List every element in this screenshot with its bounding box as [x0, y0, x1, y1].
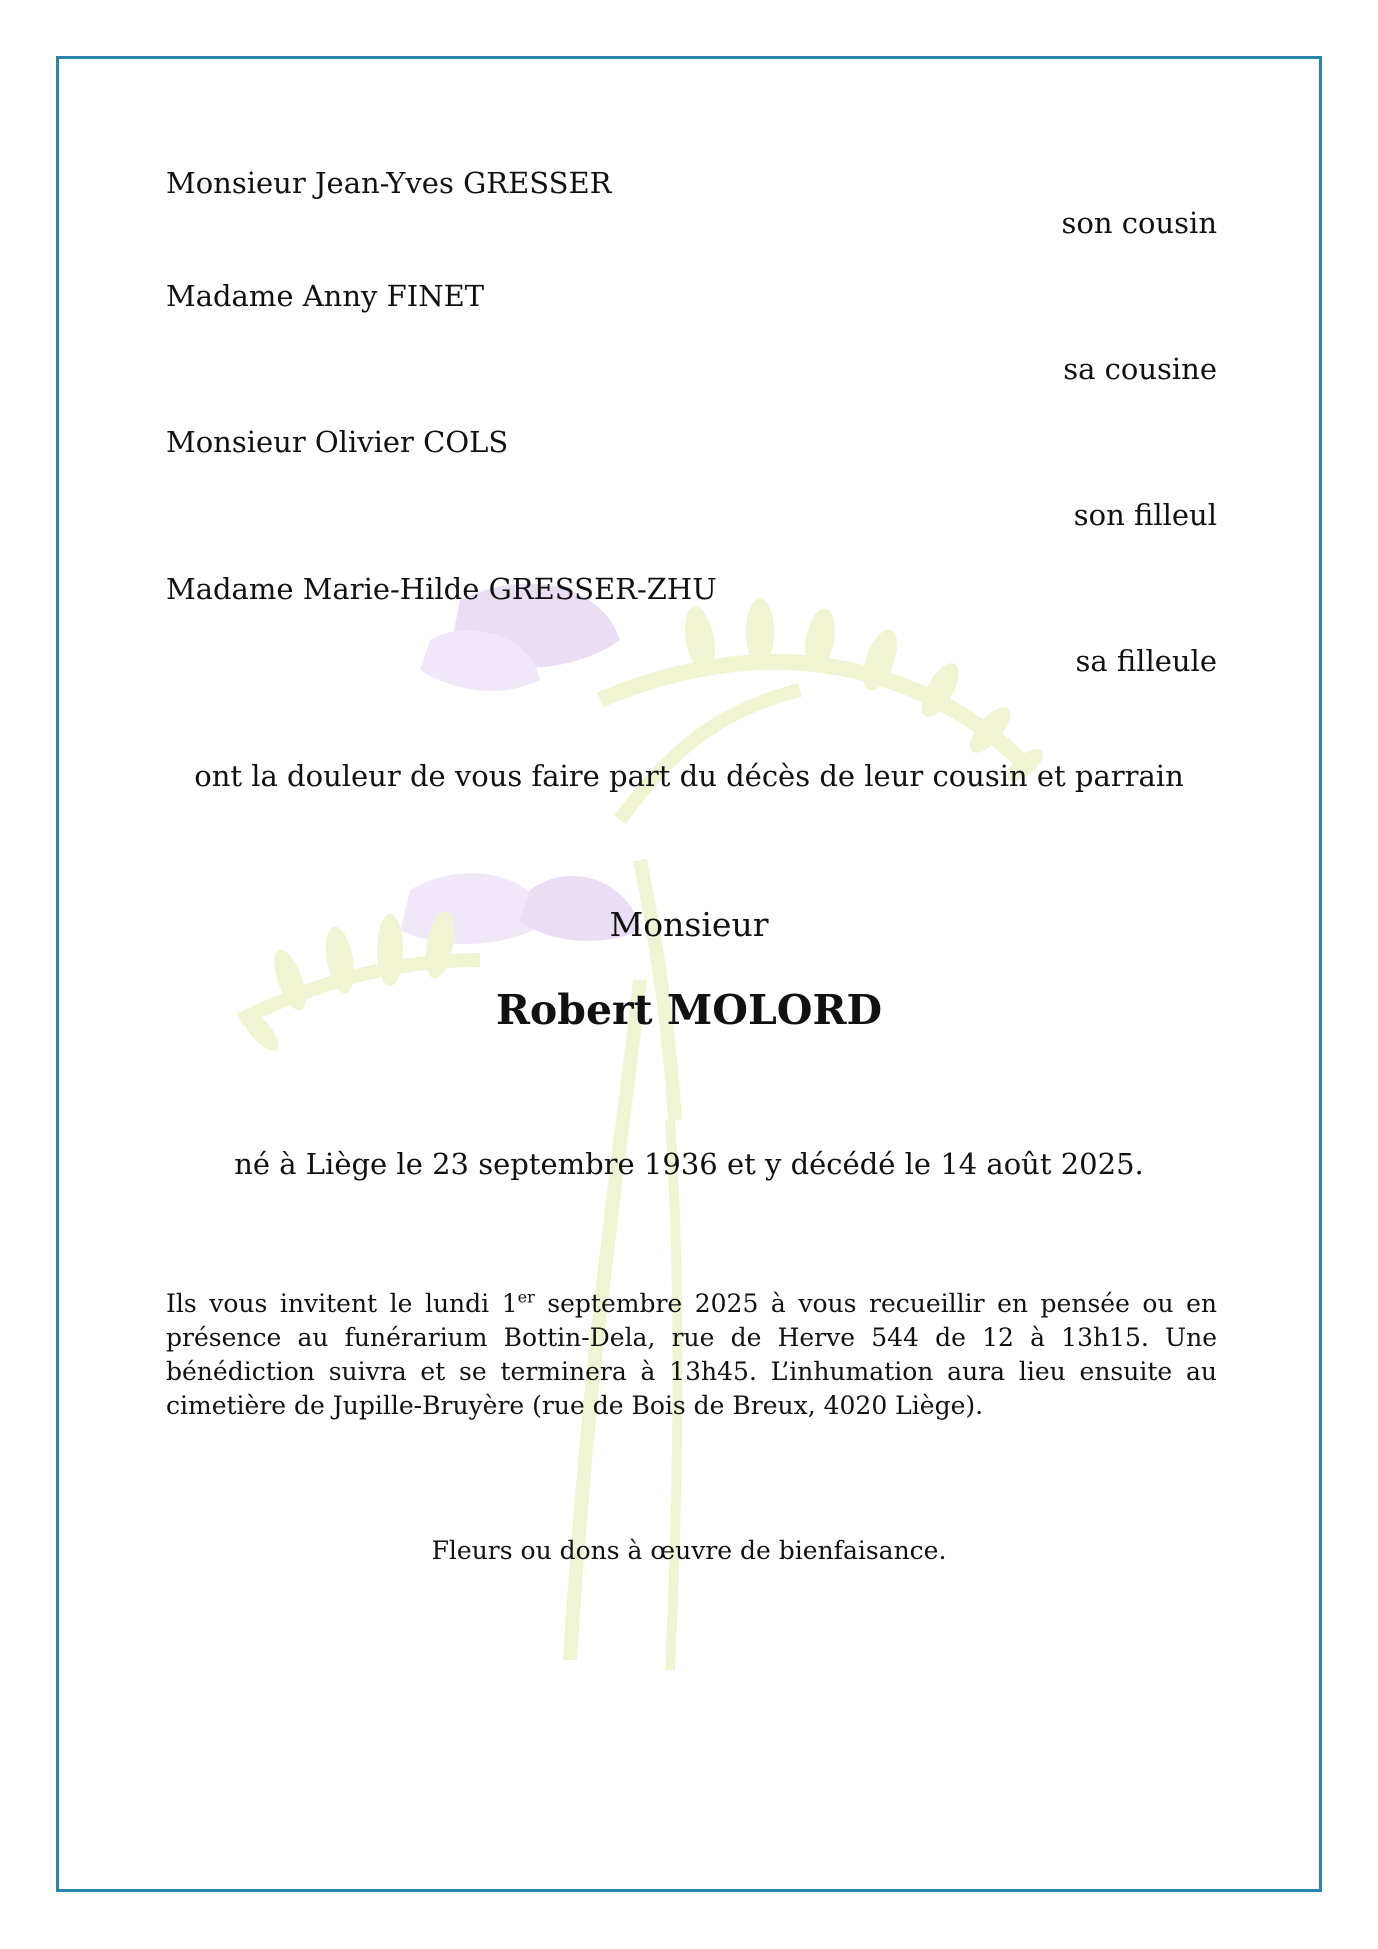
closing-note: Fleurs ou dons à œuvre de bienfaisance.: [431, 1536, 947, 1565]
family-member-name: Monsieur Jean-Yves GRESSER: [166, 166, 612, 200]
family-member-relation: son cousin: [1061, 206, 1217, 240]
deceased-name: Robert MOLORD: [495, 986, 883, 1034]
ordinal-superscript: er: [517, 1287, 535, 1307]
ceremony-text-part2: septembre 2025 à vous recueillir en pensée ou en présence au funérarium Bottin-Dela, rue de Herve 544 de 12 à 13h15. Une bénédiction suivra et se terminera à 13h45. L’inhumation aura lieu ensuite au cimetière de Jupille-Bruyère (rue de Bois de Breux, 4020 Liège).: [166, 1289, 1217, 1420]
family-member-name: Madame Anny FINET: [166, 279, 485, 313]
ceremony-text-part1: Ils vous invitent le lundi 1: [166, 1289, 518, 1318]
birth-death-dates: né à Liège le 23 septembre 1936 et y décédé le 14 août 2025.: [234, 1147, 1144, 1181]
family-member-name: Madame Marie-Hilde GRESSER-ZHU: [166, 572, 717, 606]
family-member-relation: sa cousine: [1063, 352, 1217, 386]
announcement-text: ont la douleur de vous faire part du décès de leur cousin et parrain: [194, 759, 1184, 793]
family-member-name: Monsieur Olivier COLS: [166, 425, 509, 459]
family-member-relation: sa filleule: [1075, 644, 1217, 678]
family-member-relation: son filleul: [1073, 498, 1217, 532]
ceremony-details: [166, 1287, 1217, 1423]
deceased-civility: Monsieur: [609, 905, 769, 944]
